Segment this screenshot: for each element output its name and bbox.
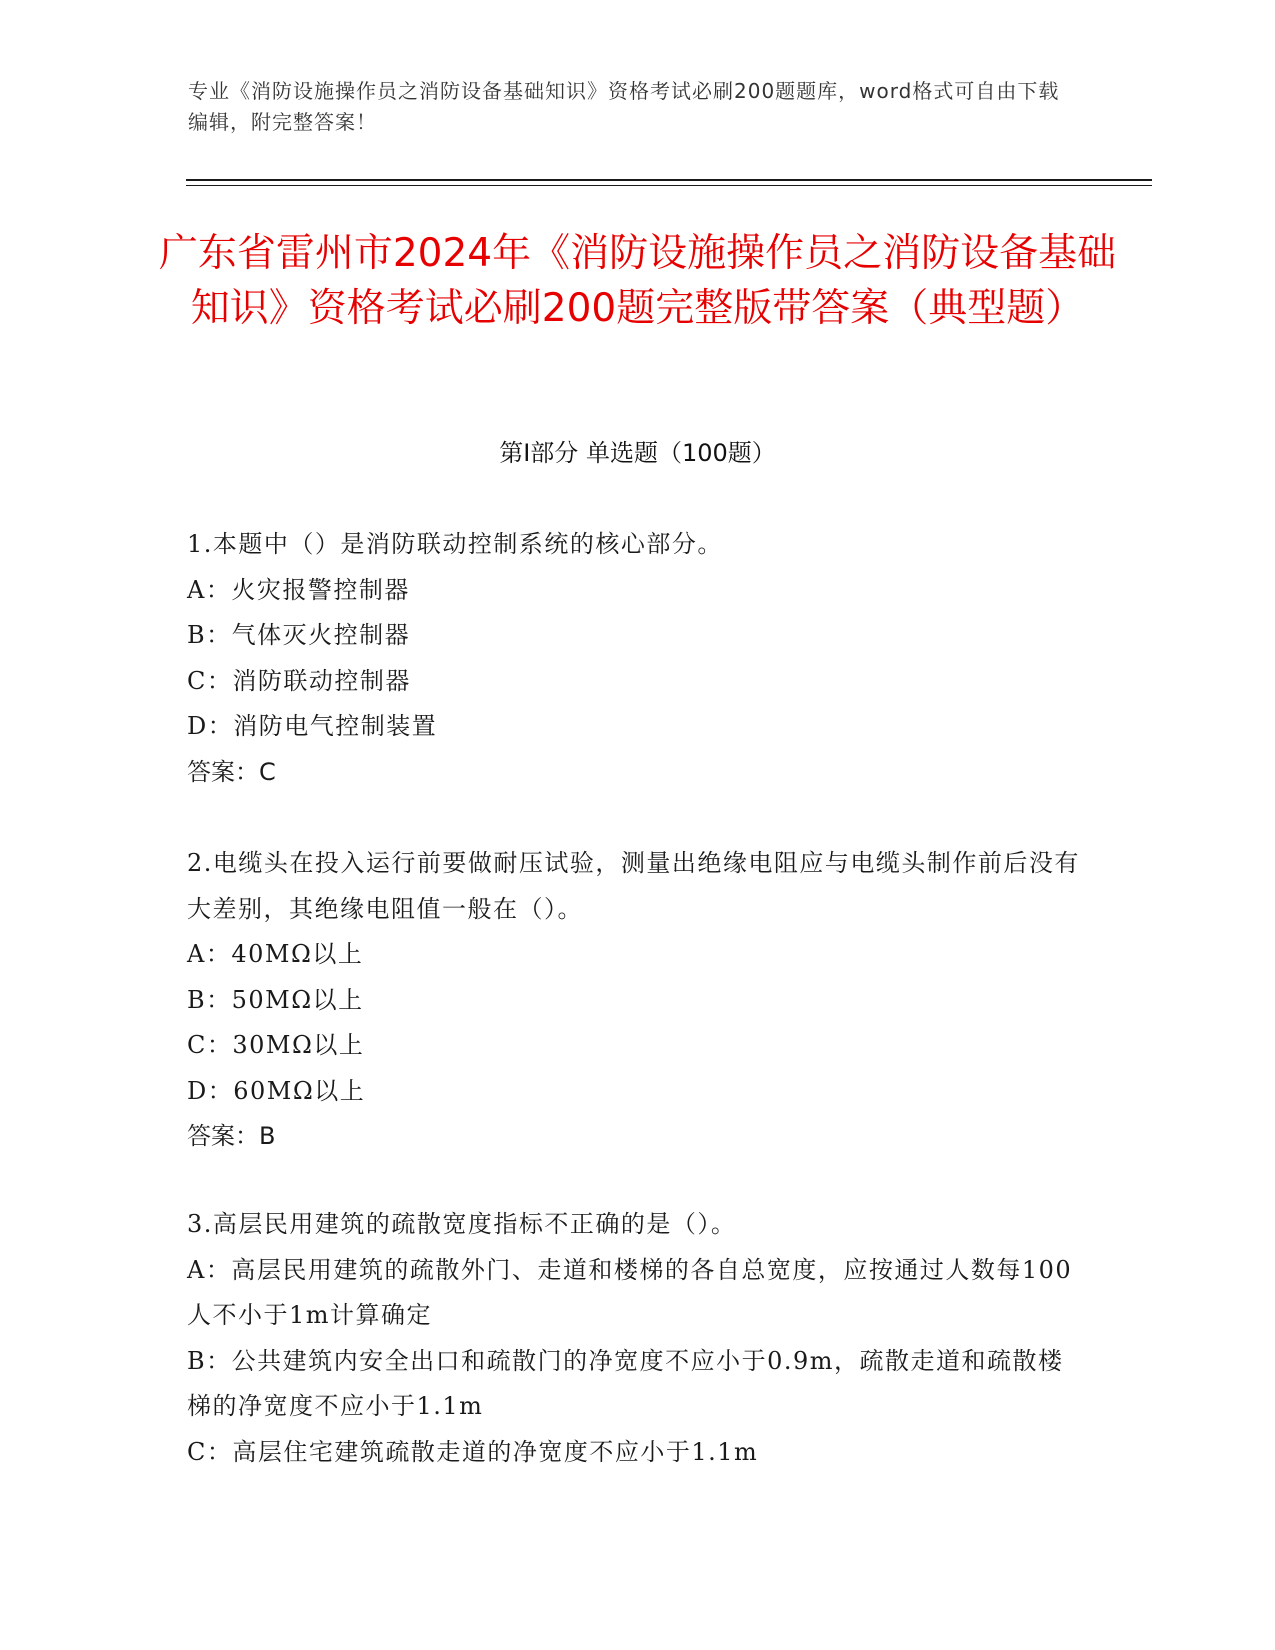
question-1 [187,522,1087,795]
option-c: C：高层住宅建筑疏散走道的净宽度不应小于1.1m [187,1437,759,1466]
option-d: D：60MΩ以上 [187,1076,366,1105]
option-b: B：公共建筑内安全出口和疏散门的净宽度不应小于0.9m，疏散走道和疏散楼梯的净宽度不应小于1.1m [187,1346,1064,1420]
option-d: D：消防电气控制装置 [187,712,438,740]
question-3 [187,1202,1087,1475]
option-a: A：火灾报警控制器 [187,575,410,604]
document-title: 广东省雷州市2024年《消防设施操作员之消防设备基础知识》资格考试必刷200题完整版带答案（典型题） [158,231,1117,331]
option-c: C：30MΩ以上 [187,1031,365,1059]
question-stem: 2.电缆头在投入运行前要做耐压试验，测量出绝缘电阻应与电缆头制作前后没有大差别，其绝缘电阻值一般在（）。 [187,849,1080,923]
option-a: A：40MΩ以上 [187,940,364,968]
question-2 [187,841,1087,1160]
option-b: B：50MΩ以上 [187,985,364,1014]
option-b: B：气体灭火控制器 [187,621,411,649]
header-note: 专业《消防设施操作员之消防设备基础知识》资格考试必刷200题题库，word格式可自由下载编辑，附完整答案！ [188,79,1060,134]
header-divider-thin [186,185,1152,186]
question-stem: 3.高层民用建筑的疏散宽度指标不正确的是（）。 [187,1210,737,1238]
section-heading: 第I部分 单选题（100题） [499,439,776,467]
option-a: A：高层民用建筑的疏散外门、走道和楼梯的各自总宽度，应按通过人数每100人不小于1m计算确定 [187,1255,1073,1329]
header-divider-thick [186,179,1152,181]
answer-key: 答案：C [187,757,276,786]
answer-key: 答案：B [187,1122,276,1150]
question-stem: 1.本题中（）是消防联动控制系统的核心部分。 [187,530,723,558]
option-c: C：消防联动控制器 [187,666,411,695]
